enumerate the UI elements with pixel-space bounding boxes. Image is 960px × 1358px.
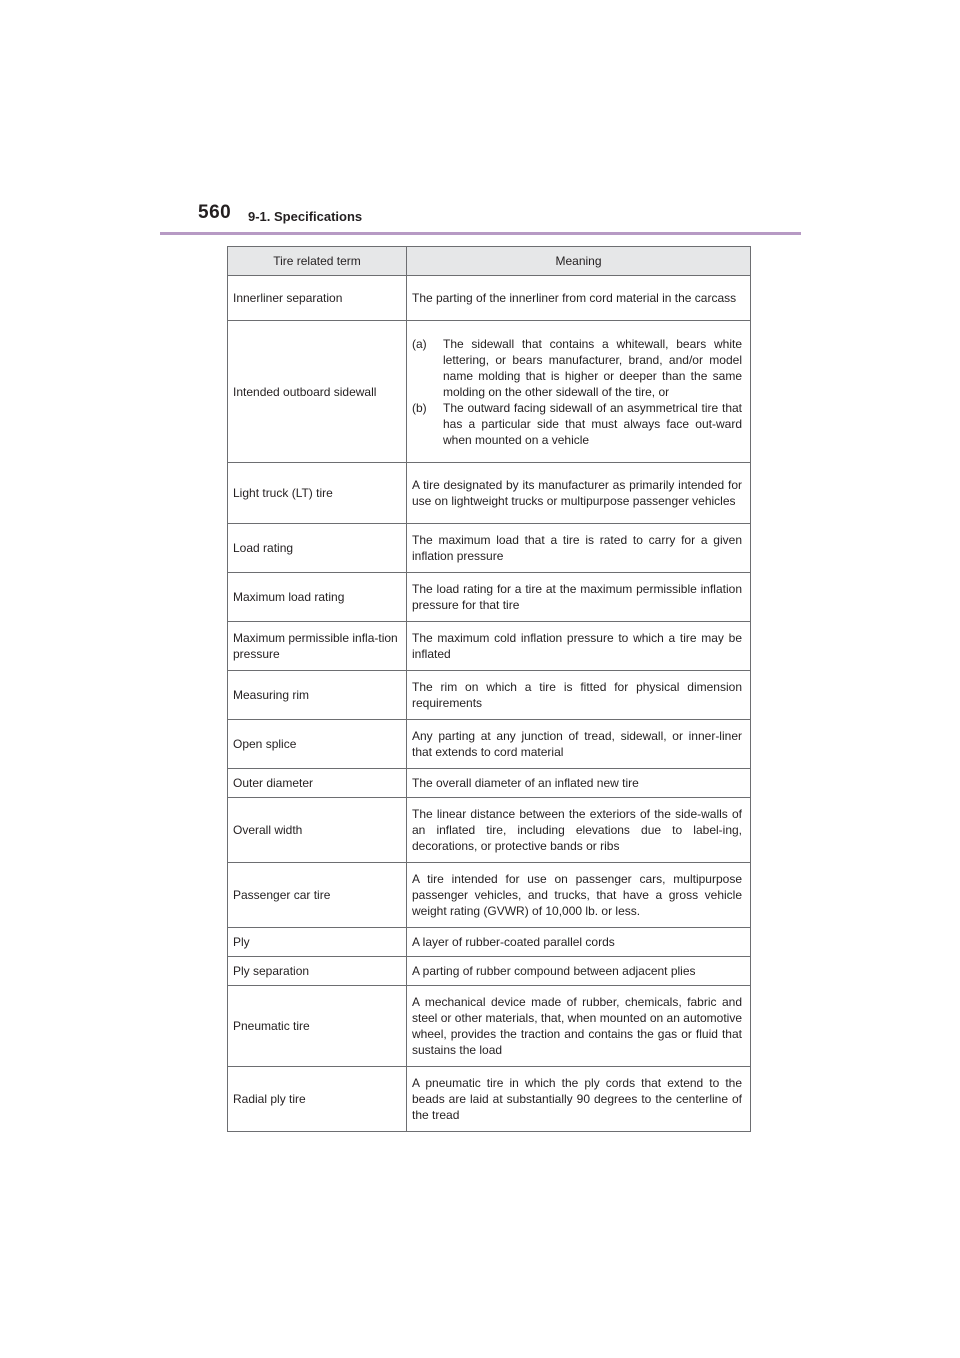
term-cell: Load rating xyxy=(228,524,407,573)
table-row xyxy=(228,863,751,928)
meaning-cell: The linear distance between the exteriors of the side-walls of an inflated tire, including elevations due to label-ing, decorations, or protective bands or ribs xyxy=(407,798,751,863)
meaning-cell xyxy=(407,321,751,463)
term-cell: Ply xyxy=(228,928,407,957)
term-cell: Pneumatic tire xyxy=(228,986,407,1067)
meaning-cell: The parting of the innerliner from cord material in the carcass xyxy=(407,276,751,321)
list-text: The sidewall that contains a whitewall, bears white lettering, or bears manufacturer, brand, and/or model name molding that is higher or deeper than the same molding on the other sidewall of the tire, or xyxy=(443,336,742,399)
term-cell: Open splice xyxy=(228,720,407,769)
meaning-cell: The load rating for a tire at the maximum permissible inflation pressure for that tire xyxy=(407,573,751,622)
term-cell: Maximum load rating xyxy=(228,573,407,622)
term-cell: Measuring rim xyxy=(228,671,407,720)
term-cell: Overall width xyxy=(228,798,407,863)
page-number: 560 xyxy=(198,202,232,223)
term-cell: Ply separation xyxy=(228,957,407,986)
list-item xyxy=(412,336,742,400)
meaning-cell: A parting of rubber compound between adjacent plies xyxy=(407,957,751,986)
table-row xyxy=(228,321,751,463)
term-cell: Maximum permissible infla-tion pressure xyxy=(228,622,407,671)
term-cell: Innerliner separation xyxy=(228,276,407,321)
table-row xyxy=(228,524,751,573)
table-row xyxy=(228,1067,751,1132)
meaning-cell: The maximum cold inflation pressure to which a tire may be inflated xyxy=(407,622,751,671)
section-title: 9-1. Specifications xyxy=(248,209,363,224)
list-item xyxy=(412,400,742,448)
meaning-cell: A tire designated by its manufacturer as primarily intended for use on lightweight trucks or multipurpose passenger vehicles xyxy=(407,463,751,524)
header-rule xyxy=(160,232,801,235)
meaning-cell: A layer of rubber-coated parallel cords xyxy=(407,928,751,957)
column-header-meaning: Meaning xyxy=(407,247,751,276)
table-row xyxy=(228,928,751,957)
list-text: The outward facing sidewall of an asymmetrical tire that has a particular side that must always face out-ward when mounted on a vehicle xyxy=(443,400,742,447)
table-header-row xyxy=(228,247,751,276)
meaning-cell: A pneumatic tire in which the ply cords that extend to the beads are laid at substantially 90 degrees to the centerline of the tread xyxy=(407,1067,751,1132)
table-row xyxy=(228,671,751,720)
list-marker: (a) xyxy=(412,336,427,351)
table-row xyxy=(228,720,751,769)
meaning-cell: The overall diameter of an inflated new tire xyxy=(407,769,751,798)
table-row xyxy=(228,769,751,798)
term-cell: Outer diameter xyxy=(228,769,407,798)
meaning-cell: The rim on which a tire is fitted for physical dimension requirements xyxy=(407,671,751,720)
meaning-cell: A tire intended for use on passenger cars, multipurpose passenger vehicles, and trucks, that have a gross vehicle weight rating (GVWR) of 10,000 lb. or less. xyxy=(407,863,751,928)
table-row xyxy=(228,986,751,1067)
table-row xyxy=(228,957,751,986)
tire-terms-table xyxy=(227,246,751,1132)
term-cell: Radial ply tire xyxy=(228,1067,407,1132)
meaning-cell: The maximum load that a tire is rated to carry for a given inflation pressure xyxy=(407,524,751,573)
meaning-cell: A mechanical device made of rubber, chemicals, fabric and steel or other materials, that, when mounted on an automotive wheel, provides the traction and contains the gas or fluid that sustains the load xyxy=(407,986,751,1067)
list-marker: (b) xyxy=(412,400,427,415)
table-row xyxy=(228,276,751,321)
column-header-term: Tire related term xyxy=(228,247,407,276)
table-row xyxy=(228,463,751,524)
table-row xyxy=(228,573,751,622)
term-cell: Passenger car tire xyxy=(228,863,407,928)
term-cell: Light truck (LT) tire xyxy=(228,463,407,524)
table-row xyxy=(228,798,751,863)
meaning-cell: Any parting at any junction of tread, sidewall, or inner-liner that extends to cord material xyxy=(407,720,751,769)
term-cell: Intended outboard sidewall xyxy=(228,321,407,463)
table-row xyxy=(228,622,751,671)
